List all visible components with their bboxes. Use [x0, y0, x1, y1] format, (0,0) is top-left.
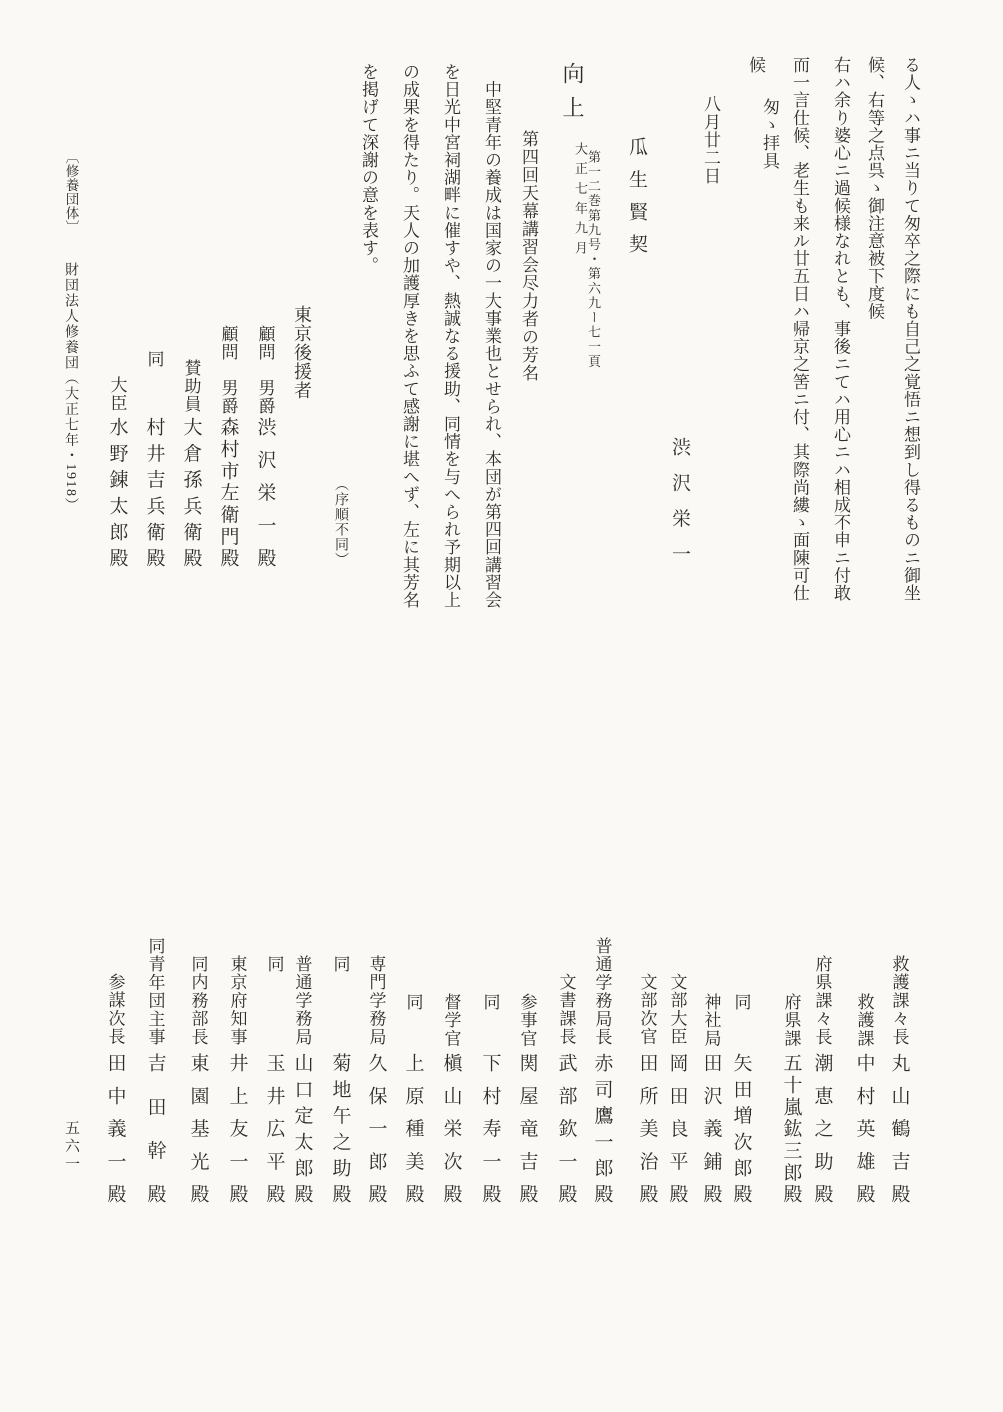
official-title: 同内務部長	[188, 955, 208, 1046]
official-name: 田所美治殿	[636, 1053, 658, 1217]
official-name: 矢田増次郎殿	[730, 1053, 752, 1211]
supporter-name: 水野錬太郎殿	[106, 417, 128, 575]
article-heading: 第四回天幕講習会尽力者の芳名	[519, 130, 538, 382]
official-name: 赤司鷹一郎殿	[591, 1053, 613, 1211]
official-name: 槇山栄次殿	[440, 1053, 462, 1217]
official-title: 同	[403, 993, 423, 1012]
letter-date: 八月廿二日	[701, 95, 720, 185]
body-line: の成果を得たり。天人の加護厚きを思ふて感謝に堪へず、左に其芳名	[400, 63, 419, 609]
official-entry	[143, 930, 167, 1228]
official-title: 督学官	[441, 993, 461, 1048]
supporter-entry	[216, 320, 240, 580]
supporter-name: 渋沢栄一殿	[254, 417, 276, 581]
body-line: を日光中宮祠湖畔に催すや、熱誠なる援助、同情を与へられ予期以上	[441, 63, 460, 609]
supporters-note: （序順不同）	[333, 477, 348, 567]
official-name: 武部欽一殿	[555, 1053, 577, 1217]
supporter-name: 大倉孫兵衛殿	[180, 417, 202, 575]
letter-closing: 匆ゝ拝具	[760, 98, 779, 170]
official-entry	[590, 930, 614, 1220]
letter-addressee: 瓜生賢契	[626, 137, 647, 267]
official-entry	[635, 930, 659, 1220]
letter-line: る人ゝハ事ニ当りて匆卒之際にも自己之覚悟ニ想到し得るものニ御坐	[901, 56, 920, 602]
official-name: 関屋竜吉殿	[516, 1053, 538, 1217]
official-title: 救護課々長	[889, 955, 909, 1046]
official-title: 府県課	[781, 993, 801, 1048]
official-title: 専門学務局	[366, 955, 386, 1046]
official-name: 井上友一殿	[226, 1053, 248, 1217]
official-entry	[364, 930, 388, 1220]
official-title: 同	[264, 955, 284, 974]
official-entry	[515, 930, 539, 1220]
official-title: 府県課々長	[812, 955, 832, 1046]
supporter-name: 村井吉兵衛殿	[143, 417, 165, 575]
publication-date: 大正七年九月	[573, 142, 588, 261]
official-name: 潮恵之助殿	[811, 1053, 833, 1217]
official-title: 同	[480, 993, 500, 1012]
letter-line: 而一言仕候、老生も来ル廿五日ハ帰京之筈ニ付、其際尚縷ゝ面陳可仕	[790, 56, 809, 602]
supporter-entry	[105, 320, 129, 580]
official-entry	[328, 930, 352, 1220]
official-entry	[401, 930, 425, 1220]
supporter-title: 顧問 男爵	[218, 325, 238, 415]
official-title: 東京府知事	[227, 955, 247, 1046]
official-entry	[887, 930, 911, 1220]
body-line: を掲げて深謝の意を表す。	[359, 63, 378, 275]
supporter-title: 同	[144, 350, 164, 368]
official-entry	[439, 930, 463, 1220]
letter-signature: 渋沢栄一	[669, 437, 690, 580]
official-name: 中村英雄殿	[853, 1053, 875, 1217]
official-name: 山口定太郎殿	[291, 1053, 313, 1211]
official-title: 普通学務局	[292, 955, 312, 1046]
supporter-title: 顧問 男爵	[255, 325, 275, 415]
official-name: 下村寿一殿	[479, 1053, 501, 1217]
official-name: 東園基光殿	[187, 1053, 209, 1217]
official-entry	[729, 930, 753, 1220]
official-title: 同	[731, 993, 751, 1012]
official-name: 岡田良平殿	[666, 1053, 688, 1217]
margin-title: 財団法人修養団（大正七年・1918）	[63, 262, 78, 513]
page-number: 五六一	[63, 1120, 79, 1174]
official-title: 文部大臣	[667, 973, 687, 1046]
official-title: 文書課長	[556, 973, 576, 1046]
supporter-title: 賛助員	[181, 359, 201, 413]
publication-citation: 第一二巻第九号・第六九ー七一頁	[586, 150, 601, 369]
official-entry	[852, 930, 876, 1220]
letter-line: 候、右等之点呉ゝ御注意被下度候	[865, 56, 884, 320]
supporter-entry	[253, 320, 277, 580]
letter-line: 候	[746, 56, 765, 74]
supporters-heading: 東京後援者	[292, 305, 312, 400]
official-name: 上原種美殿	[402, 1053, 424, 1217]
supporter-entry	[179, 320, 203, 580]
official-entry	[225, 930, 249, 1220]
official-entry	[665, 930, 689, 1220]
official-name: 吉田幹殿	[144, 1053, 166, 1228]
official-name: 田沢義鋪殿	[700, 1053, 722, 1217]
official-entry	[103, 930, 127, 1220]
official-title: 参謀次長	[105, 973, 125, 1046]
official-entry	[779, 930, 803, 1220]
official-title: 救護課	[854, 993, 874, 1048]
official-entry	[478, 930, 502, 1220]
official-name: 菊地午之助殿	[329, 1053, 351, 1211]
official-name: 玉井広平殿	[263, 1053, 285, 1217]
body-line: 中堅青年の養成は国家の一大事業也とせられ、本団が第四回講習会	[482, 63, 501, 609]
official-entry	[699, 930, 723, 1220]
official-name: 五十嵐鈜三郎殿	[780, 1053, 802, 1206]
official-title: 同	[330, 955, 350, 974]
official-title: 普通学務局長	[592, 937, 612, 1047]
official-entry	[262, 930, 286, 1220]
publication-title: 向上	[560, 62, 585, 130]
official-title: 文部次官	[637, 973, 657, 1046]
official-entry	[810, 930, 834, 1220]
official-name: 丸山鶴吉殿	[888, 1053, 910, 1217]
supporter-title: 大臣	[107, 376, 127, 412]
official-entry	[554, 930, 578, 1220]
official-title: 同青年団主事	[145, 937, 165, 1047]
official-entry	[290, 930, 314, 1220]
official-name: 田中義一殿	[104, 1053, 126, 1217]
official-name: 久保一郎殿	[365, 1053, 387, 1217]
letter-line: 右ハ余り婆心ニ過候様なれとも、事後ニてハ用心ニハ相成不申ニ付敢	[831, 56, 850, 602]
official-entry	[186, 930, 210, 1220]
margin-category: 〔修養団体〕	[63, 150, 79, 234]
official-title: 参事官	[517, 993, 537, 1048]
official-title: 神社局	[701, 993, 721, 1048]
supporter-entry	[142, 320, 166, 580]
supporter-name: 森村市左衛門殿	[217, 417, 239, 570]
